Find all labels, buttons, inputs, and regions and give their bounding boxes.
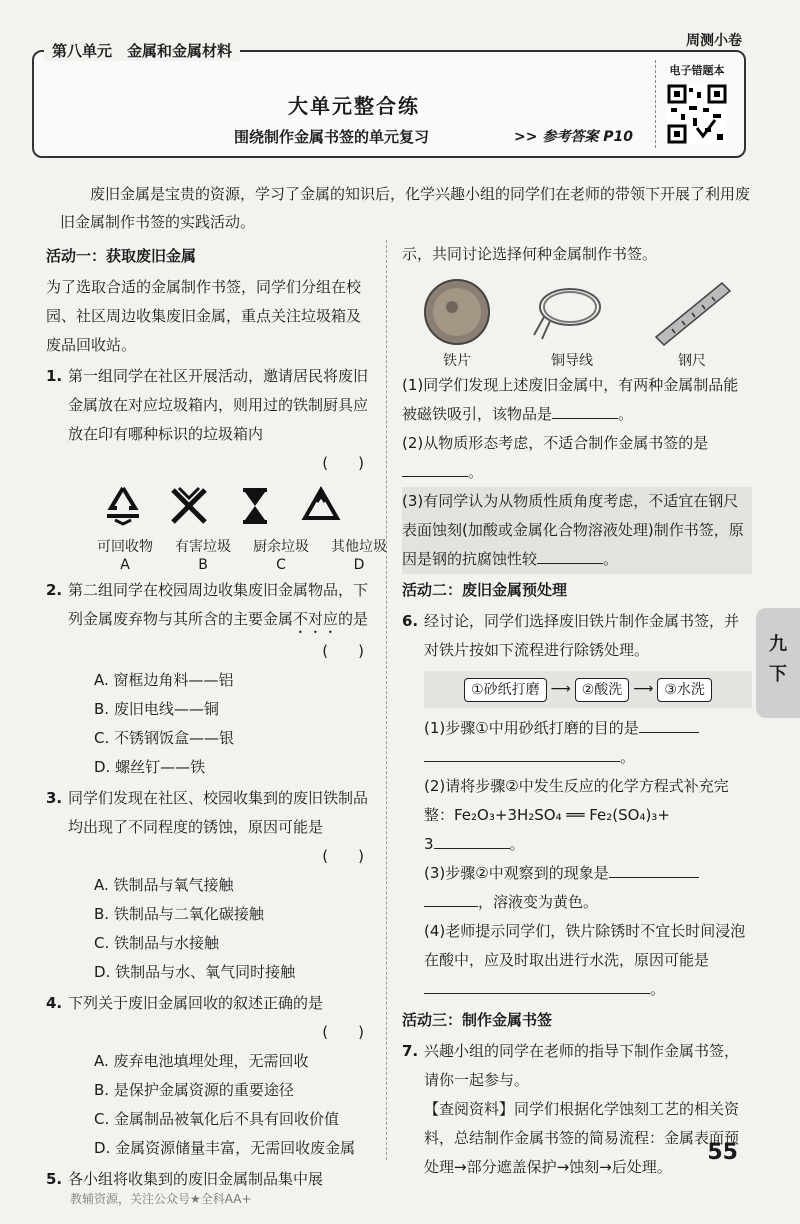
answer-blank[interactable]: [424, 890, 478, 907]
footer-text: 教辅资源，关注公众号★全科AA+: [70, 1192, 252, 1206]
option-b[interactable]: B. 是保护金属资源的重要途径: [94, 1081, 294, 1099]
column-divider: [386, 240, 387, 1160]
flow-step-sanding: ①砂纸打磨: [464, 678, 547, 702]
option-d[interactable]: D. 螺丝钉——铁: [94, 758, 206, 776]
weekly-test-tag: 周测小卷: [686, 33, 742, 49]
hourglass-icon: [233, 484, 277, 528]
q6-sub2: (2)请将步骤②中发生反应的化学方程式补充完整：Fe₂O₃+3H₂SO₄ ══ Fe₂(SO₄)₃+ 3 。: [424, 777, 729, 853]
question-6-text: 经讨论，同学们选择废旧铁片制作金属书签，并对铁片按如下流程进行除锈处理。: [424, 612, 740, 659]
activity1-description: 为了选取合适的金属制作书签，同学们分组在校园、社区周边收集废旧金属，重点关注垃圾箱及废品回收站。: [46, 278, 362, 354]
page-subtitle: 围绕制作金属书签的单元复习: [234, 128, 430, 146]
recycle-icon: [101, 484, 145, 528]
question-2: [46, 576, 372, 782]
option-c[interactable]: C. 铁制品与水接触: [94, 934, 220, 952]
q6-sub4: (4)老师提示同学们，铁片除锈时不宜长时间浸泡在酸中，应及时取出进行水洗，原因可能是。: [424, 922, 746, 998]
question-1-text: 第一组同学在社区开展活动，邀请居民将废旧金属放在对应垃圾箱内，则用过的铁制厨具应放在印有哪种标识的垃圾箱内: [68, 367, 369, 443]
arrow-right-icon: ⟶: [633, 681, 654, 697]
flow-step-water-wash: ③水洗: [657, 678, 712, 702]
option-a[interactable]: A. 废弃电池填埋处理，无需回收: [94, 1052, 309, 1070]
q5-sub1: (1)同学们发现上述废旧金属中，有两种金属制品能被磁铁吸引，该物品是 。: [402, 376, 739, 423]
iron-disc-icon: [422, 277, 492, 347]
question-2-text: 第二组同学在校园周边收集废旧金属物品，下列金属废弃物与其所含的主要金属: [68, 581, 369, 628]
question-2-text-end: 的是: [338, 610, 369, 628]
answer-bracket[interactable]: ( ): [322, 454, 364, 472]
activity3-title: 活动三：制作金属书签: [402, 1011, 553, 1029]
question-number: 3.: [46, 789, 63, 807]
option-b[interactable]: B. 废旧电线——铜: [94, 700, 219, 718]
flow-step-acid-wash: ②酸洗: [575, 678, 630, 702]
recyclable-symbol[interactable]: [90, 484, 156, 538]
option-d-symbol-label: 其他垃圾 D: [331, 539, 387, 573]
q7-reference: 【查阅资料】同学们根据化学蚀刻工艺的相关资料，总结制作金属书签的简易流程：金属表面预处理→部分遮盖保护→蚀刻→后处理。: [424, 1100, 740, 1176]
answer-bracket[interactable]: ( ): [322, 642, 364, 660]
answer-bracket[interactable]: ( ): [322, 847, 364, 865]
option-a-symbol-label: 可回收物 A: [97, 539, 153, 573]
question-4: [46, 989, 372, 1163]
question-3: [46, 784, 372, 987]
qr-label: 电子错题本: [669, 64, 725, 77]
question-1: [46, 362, 387, 574]
question-7-text: 兴趣小组的同学在老师的指导下制作金属书签，请你一起参与。: [424, 1042, 740, 1089]
question-number: 7.: [402, 1042, 419, 1060]
other-waste-symbol[interactable]: [288, 484, 354, 538]
intro-paragraph: 废旧金属是宝贵的资源，学习了金属的知识后，化学兴趣小组的同学们在老师的带领下开展了利用废旧金属制作书签的实践活动。: [60, 185, 751, 231]
question-3-text: 同学们发现在社区、校园收集到的废旧铁制品均出现了不同程度的锈蚀，原因可能是: [68, 789, 369, 836]
q5-sub3: (3)有同学认为从物质性质角度考虑，不适宜在钢尺表面蚀刻(加酸或金属化合物溶液处理)制作书签，原因是钢的抗腐蚀性较 。: [402, 487, 752, 574]
garbage-symbols: [68, 478, 372, 538]
option-b-symbol-label: 有害垃圾 B: [175, 539, 231, 573]
emphasis-text: 不对应: [293, 610, 339, 628]
kitchen-waste-symbol[interactable]: [222, 484, 288, 538]
ruler-icon: [652, 277, 732, 347]
question-number: 6.: [402, 612, 419, 630]
q6-sub1: (1)步骤①中用砂纸打磨的目的是 。: [424, 714, 752, 772]
option-c[interactable]: C. 不锈钢饭盒——银: [94, 729, 235, 747]
answer-bracket[interactable]: ( ): [322, 1023, 364, 1041]
question-5-text: 各小组将收集到的废旧金属制品集中展: [68, 1170, 324, 1188]
question-number: 5.: [46, 1170, 63, 1188]
answer-blank[interactable]: [609, 861, 699, 878]
right-column: [402, 240, 752, 1182]
wire-coil-icon: [532, 277, 612, 347]
copper-wire-item: [532, 277, 612, 371]
question-number: 2.: [46, 581, 63, 599]
answer-blank[interactable]: [552, 402, 618, 419]
hazard-cross-icon: [167, 484, 211, 528]
rust-removal-flow: [424, 671, 752, 708]
q6-sub3: (3)步骤②中观察到的现象是 ，溶液变为黄色。: [424, 859, 752, 917]
option-a[interactable]: A. 窗框边角料——铝: [94, 671, 234, 689]
answer-blank[interactable]: [434, 832, 510, 849]
answer-blank[interactable]: [424, 977, 650, 994]
q5-sub2: (2)从物质形态考虑，不适合制作金属书签的是。: [402, 434, 709, 481]
iron-sheet-item: [422, 277, 492, 371]
page-number: 55: [707, 1140, 738, 1165]
option-d[interactable]: D. 铁制品与水、氧气同时接触: [94, 963, 296, 981]
option-d[interactable]: D. 金属资源储量丰富，无需回收废金属: [94, 1139, 356, 1157]
option-b[interactable]: B. 铁制品与二氧化碳接触: [94, 905, 264, 923]
left-column: [46, 240, 387, 1194]
qr-code-icon[interactable]: [667, 84, 727, 144]
triangle-recycle-icon: [299, 484, 343, 528]
question-7: [402, 1037, 752, 1182]
metal-items: [402, 269, 752, 371]
answer-blank[interactable]: [639, 716, 699, 733]
answer-reference: >> 参考答案 P10: [514, 129, 633, 145]
answer-blank[interactable]: [424, 745, 620, 762]
option-a[interactable]: A. 铁制品与氧气接触: [94, 876, 234, 894]
qr-panel: [655, 60, 738, 148]
activity2-title: 活动二：废旧金属预处理: [402, 581, 568, 599]
activity1-title: 活动一：获取废旧金属: [46, 247, 197, 265]
answer-blank[interactable]: [402, 460, 468, 477]
question-5-continued: 示，共同讨论选择何种金属制作书签。: [402, 245, 658, 263]
page-title: 大单元整合练: [288, 94, 420, 118]
header-box: [32, 50, 746, 158]
option-c-symbol-label: 厨余垃圾 C: [253, 539, 309, 573]
hazardous-symbol[interactable]: [156, 484, 222, 538]
question-6: [402, 607, 752, 1004]
unit-label: 第八单元 金属和金属材料: [44, 40, 240, 61]
steel-ruler-item: [652, 277, 732, 371]
question-4-text: 下列关于废旧金属回收的叙述正确的是: [68, 994, 324, 1012]
question-number: 4.: [46, 994, 63, 1012]
iron-sheet-label: 铁片: [443, 353, 471, 369]
grade-side-tab: 九 下: [756, 608, 800, 718]
copper-wire-label: 铜导线: [551, 353, 593, 369]
option-c[interactable]: C. 金属制品被氧化后不具有回收价值: [94, 1110, 340, 1128]
answer-blank[interactable]: [537, 547, 603, 564]
symbol-labels: [68, 538, 387, 574]
arrow-right-icon: ⟶: [550, 681, 571, 697]
steel-ruler-label: 钢尺: [678, 353, 706, 369]
question-number: 1.: [46, 367, 63, 385]
